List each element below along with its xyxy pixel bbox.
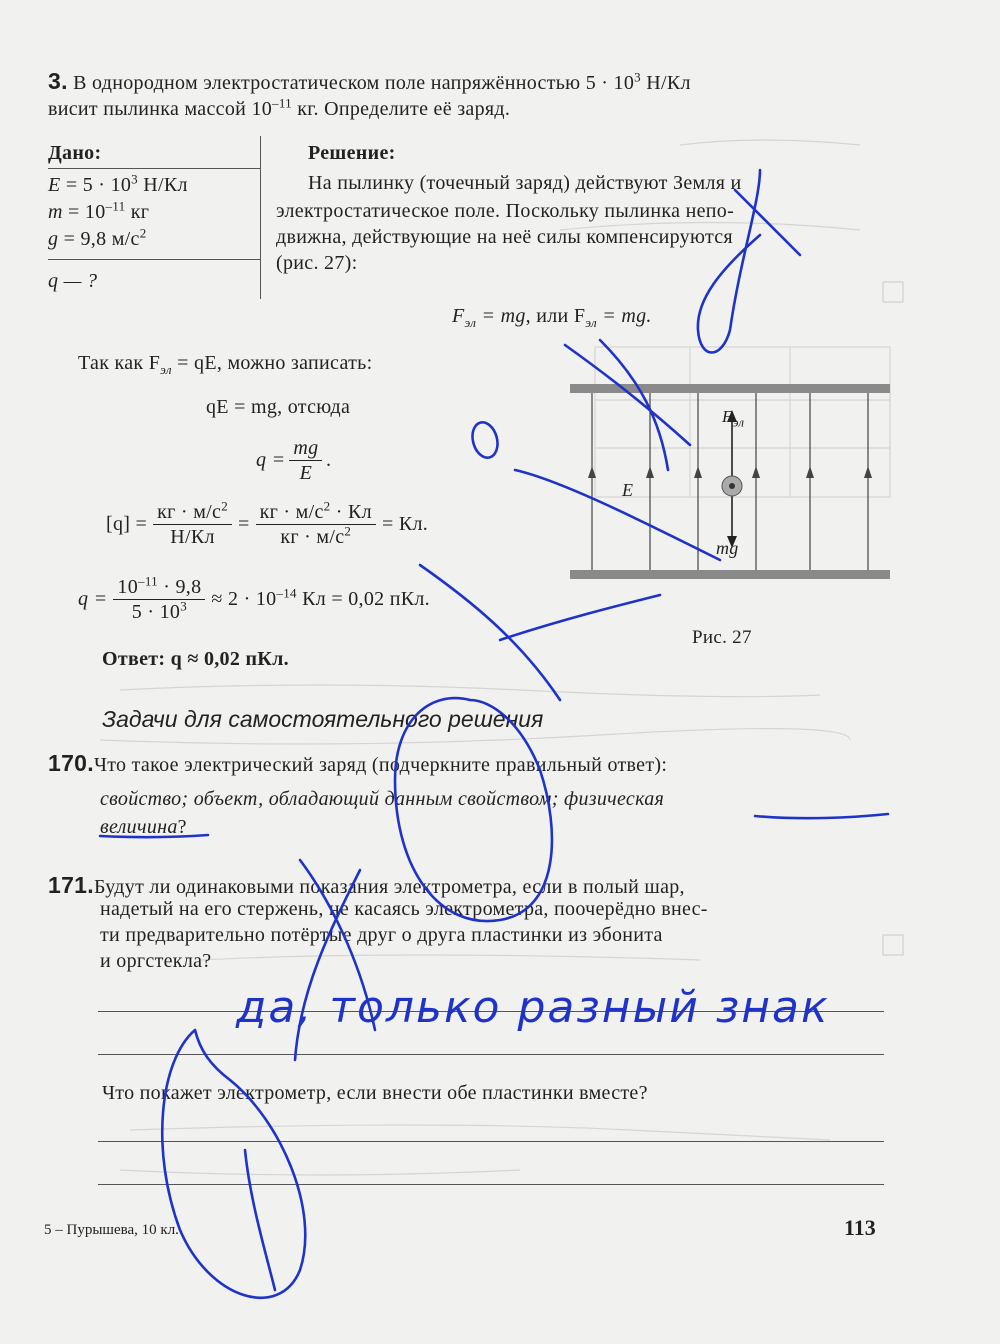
bottom-plate bbox=[570, 570, 890, 579]
problem-3-statement-line2: висит пылинка массой $10^{-11}$ кг. Определите её заряд. bbox=[48, 95, 511, 120]
problem-number: 3. bbox=[48, 68, 68, 94]
since-line: Так как $F_{эл}$ = qE, можно записать: bbox=[78, 352, 373, 377]
option-property[interactable]: свойство; bbox=[100, 788, 189, 810]
task-171-line3: ти предварительно потёртые друг о друга пластинки из эбонита bbox=[100, 924, 663, 946]
given-g: g = 9,8 $м/с^2$ bbox=[48, 225, 147, 250]
answer-line-4 bbox=[98, 1184, 884, 1185]
figure-label-e: E bbox=[622, 480, 634, 500]
problem-3-statement-line1: 3. В однородном электростатическом поле напряжённостью $5 \cdot 10^3$ Н/Кл bbox=[48, 68, 691, 94]
handwritten-answer: да, только разный знак bbox=[236, 982, 830, 1033]
answer-line: Ответ: q ≈ 0,02 пКл. bbox=[102, 648, 289, 670]
page-number: 113 bbox=[844, 1215, 876, 1240]
task-170-options-line2: величина? bbox=[100, 816, 187, 838]
units-derivation: [q] = $\frac{кг \cdot м/с^2}{Н/Кл}$ = $\frac{кг \cdot м/с^2 \cdot Кл}{кг \cdot м/с^2}$ = Кл. bbox=[106, 498, 429, 548]
solution-heading: Решение: bbox=[308, 142, 396, 164]
given-divider bbox=[260, 136, 261, 299]
q-formula: q = $\frac{mg}{E}$ . bbox=[256, 437, 332, 484]
task-171-line4: и оргстекла? bbox=[100, 950, 212, 972]
figure-label-f-el: $F_{эл}$ bbox=[722, 407, 745, 430]
task-170-question: 170.Что такое электрический заряд (подчеркните правильный ответ): bbox=[48, 750, 668, 776]
option-physical-quantity[interactable]: физическая bbox=[563, 788, 665, 810]
solution-line2: электростатическое поле. Поскольку пылинка непо- bbox=[276, 200, 735, 222]
given-e: $E = 5 \cdot 10^3$ Н/Кл bbox=[48, 171, 188, 196]
solution-line1: На пылинку (точечный заряд) действуют Земля и bbox=[308, 172, 742, 194]
option-object[interactable]: объект, обладающий данным свойством; bbox=[193, 788, 559, 810]
task-170-options bbox=[100, 788, 664, 811]
given-m: $m = 10^{-11}$ кг bbox=[48, 198, 150, 223]
given-bottom-rule bbox=[48, 259, 260, 260]
solution-line4: (рис. 27): bbox=[276, 252, 358, 274]
figure-caption: Рис. 27 bbox=[692, 627, 752, 648]
answer-line-2 bbox=[98, 1054, 884, 1055]
numeric-calculation: q = $\frac{10^{-11} \cdot 9,8}{5 \cdot 10^3}$ ≈ $2 \cdot 10^{-14}$ Кл = 0,02 пКл. bbox=[78, 573, 430, 623]
task-171-line2: надетый на его стержень, не касаясь электрометра, поочерёдно внес- bbox=[100, 898, 708, 920]
find-q: q — ? bbox=[48, 270, 98, 292]
answer-line-3 bbox=[98, 1141, 884, 1142]
given-heading: Дано: bbox=[48, 142, 102, 164]
solution-line3: движна, действующие на неё силы компенсируются bbox=[276, 226, 733, 248]
given-top-rule bbox=[48, 168, 260, 169]
vector-equation: $F_{эл}$ = mg, или $F_{эл}$ = mg. bbox=[452, 305, 652, 330]
task-171-second-question: Что покажет электрометр, если внести обе пластинки вместе? bbox=[102, 1082, 648, 1104]
section-title: Задачи для самостоятельного решения bbox=[102, 706, 544, 732]
task-171-line1: 171.Будут ли одинаковыми показания электрометра, если в полый шар, bbox=[48, 872, 685, 898]
qe-equation: qE = mg, отсюда bbox=[206, 396, 351, 418]
figure-label-mg: mg bbox=[716, 538, 739, 558]
footer-book-id: 5 – Пурышева, 10 кл. bbox=[44, 1222, 179, 1238]
top-plate bbox=[570, 384, 890, 393]
